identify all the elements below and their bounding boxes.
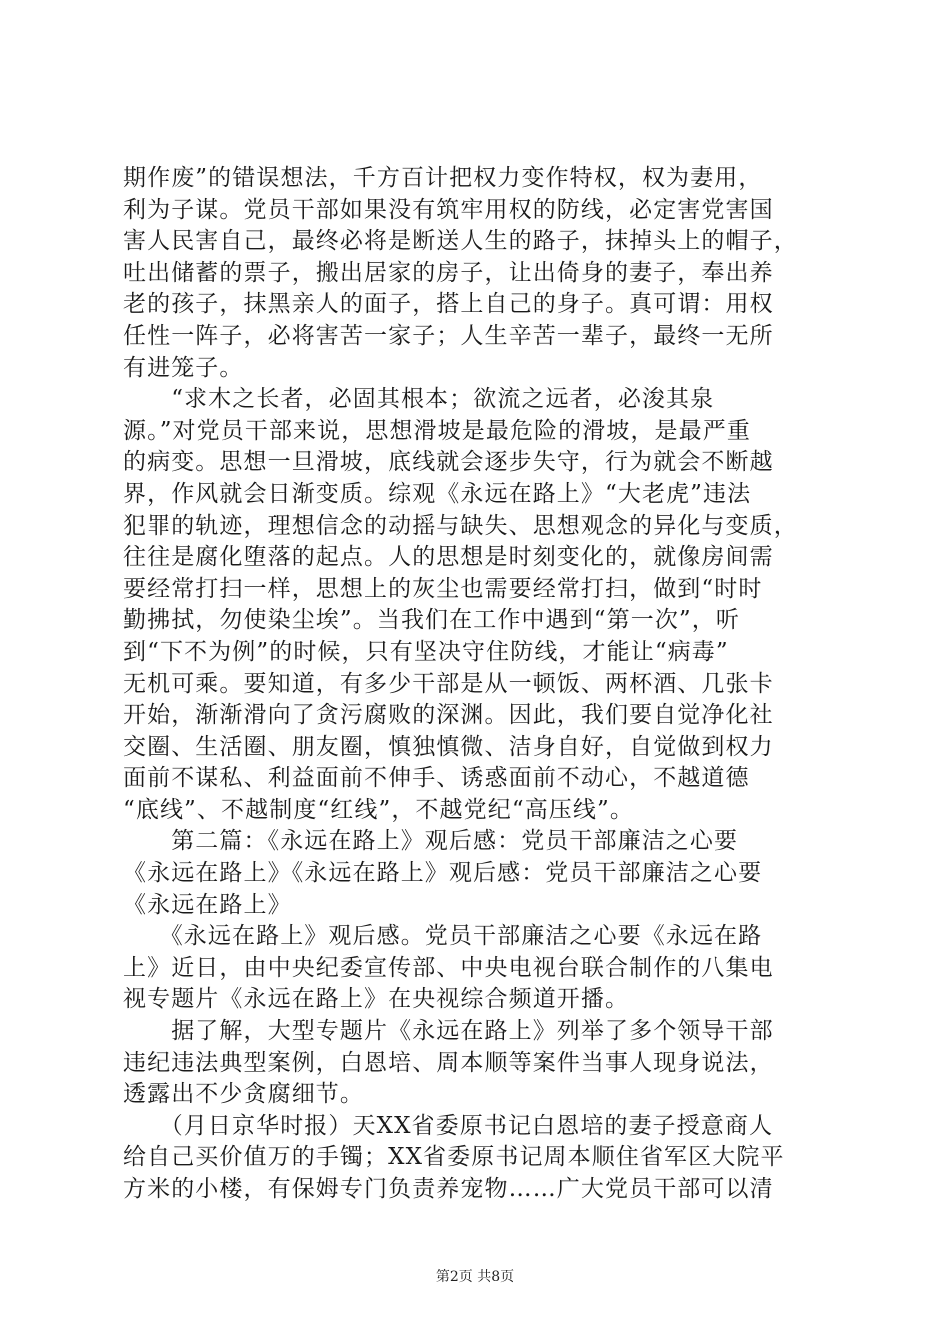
text-line: 源。”对党员干部来说，思想滑坡是最危险的滑坡，是最严重 [123, 417, 751, 444]
text-line: 上》近日，由中央纪委宣传部、中央电视台联合制作的八集电 [123, 954, 774, 981]
text-line: （月日京华时报）天XX省委原书记白恩培的妻子授意商人 [123, 1112, 774, 1139]
page-footer: 第2页 共8页 [435, 1269, 515, 1285]
text-line: 到“下不为例”的时候，只有坚决守住防线，才能让“病毒” [123, 638, 729, 665]
text-line: 面前不谋私、利益面前不伸手、诱惑面前不动心，不越道德 [123, 765, 750, 792]
text-line: 吐出储蓄的票子，搬出居家的房子，让出倚身的妻子，奉出养 [123, 259, 774, 286]
text-line: 要经常打扫一样，思想上的灰尘也需要经常打扫，做到“时时 [123, 575, 763, 602]
text-line: 透露出不少贪腐细节。 [123, 1081, 364, 1108]
text-line: 有进笼子。 [123, 354, 244, 381]
text-line: 老的孩子，抹黑亲人的面子，搭上自己的身子。真可谓：用权 [123, 291, 774, 318]
text-line: 的病变。思想一旦滑坡，底线就会逐步失守，行为就会不断越 [123, 449, 774, 476]
text-line: “求木之长者，必固其根本；欲流之远者，必浚其泉 [123, 386, 715, 413]
section-heading-line: 《永远在路上》《永远在路上》观后感：党员干部廉洁之心要 [123, 860, 763, 887]
text-line: 视专题片《永远在路上》在央视综合频道开播。 [123, 986, 630, 1013]
text-line: 利为子谋。党员干部如果没有筑牢用权的防线，必定害党害国 [123, 196, 774, 223]
text-line: 往往是腐化堕落的起点。人的思想是时刻变化的，就像房间需 [123, 544, 774, 571]
text-line: 犯罪的轨迹，理想信念的动摇与缺失、思想观念的异化与变质， [123, 512, 798, 539]
text-line: 《永远在路上》观后感。党员干部廉洁之心要《永远在路 [123, 923, 763, 950]
text-line: 开始，渐渐滑向了贪污腐败的深渊。因此，我们要自觉净化社 [123, 702, 774, 729]
text-line: 勤拂拭，勿使染尘埃”。当我们在工作中遇到“第一次”，听 [123, 607, 740, 634]
text-line: 据了解，大型专题片《永远在路上》列举了多个领导干部 [123, 1018, 774, 1045]
text-line: 害人民害自己，最终必将是断送人生的路子，抹掉头上的帽子， [123, 228, 798, 255]
text-line: 给自己买价值万的手镯；XX省委原书记周本顺住省军区大院平 [123, 1144, 785, 1171]
section-heading-line: 第二篇：《永远在路上》观后感：党员干部廉洁之心要 [123, 828, 739, 855]
section-heading-line: 《永远在路上》 [123, 891, 292, 918]
text-line: 期作废”的错误想法，千方百计把权力变作特权，权为妻用， [123, 165, 763, 191]
body-text [123, 163, 833, 1206]
text-line: 违纪违法典型案例，白恩培、周本顺等案件当事人现身说法， [123, 1049, 774, 1076]
text-line: 交圈、生活圈、朋友圈，慎独慎微、洁身自好，自觉做到权力 [123, 733, 774, 760]
text-line: 无机可乘。要知道，有多少干部是从一顿饭、两杯酒、几张卡 [123, 670, 774, 697]
text-line: “底线”、不越制度“红线”，不越党纪“高压线”。 [123, 796, 634, 823]
text-line: 任性一阵子，必将害苦一家子；人生辛苦一辈子，最终一无所 [123, 322, 774, 349]
text-line: 方米的小楼，有保姆专门负责养宠物……广大党员干部可以清 [123, 1176, 774, 1202]
text-line: 界，作风就会日渐变质。综观《永远在路上》“大老虎”违法 [123, 480, 752, 507]
